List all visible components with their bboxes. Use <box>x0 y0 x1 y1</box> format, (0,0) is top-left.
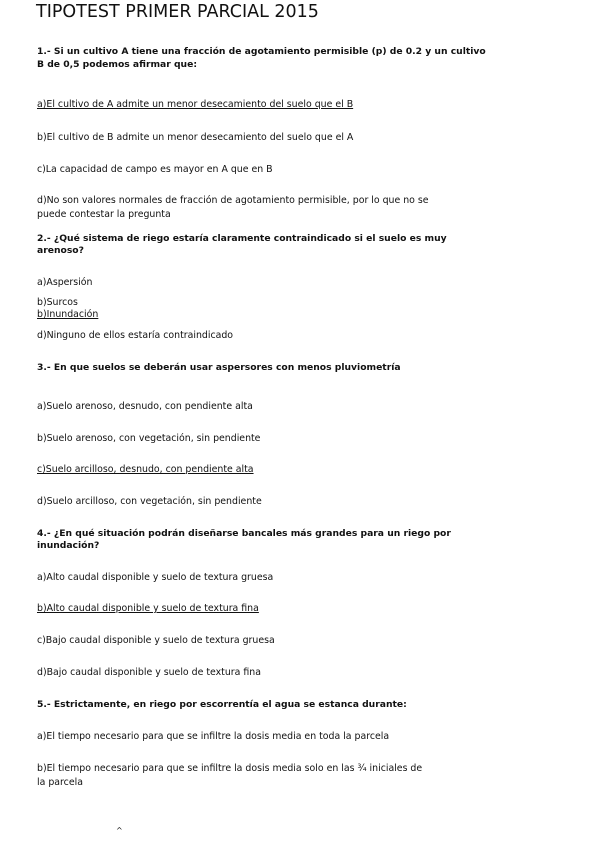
page-title: TIPOTEST PRIMER PARCIAL 2015 <box>36 2 319 22</box>
question-2-text: arenoso? <box>37 245 84 256</box>
answer-option: la parcela <box>37 777 83 788</box>
answer-option: d)Suelo arcilloso, con vegetación, sin pendiente <box>37 496 262 507</box>
answer-option: c)Suelo arcilloso, desnudo, con pendiente alta <box>37 464 254 475</box>
answer-option: a)Suelo arenoso, desnudo, con pendiente alta <box>37 401 253 412</box>
answer-option: d)No son valores normales de fracción de agotamiento permisible, por lo que no se <box>37 195 429 206</box>
answer-option: b)El tiempo necesario para que se infiltre la dosis media solo en las ¾ iniciales de <box>37 763 423 774</box>
question-5-text: 5.- Estrictamente, en riego por escorrentía el agua se estanca durante: <box>37 699 407 710</box>
answer-option: a)Aspersión <box>37 277 93 288</box>
question-1-text: 1.- Si un cultivo A tiene una fracción de agotamiento permisible (p) de 0.2 y un cultivo <box>37 46 486 57</box>
question-4-text: 4.- ¿En qué situación podrán diseñarse bancales más grandes para un riego por <box>37 528 451 539</box>
answer-option: b)Alto caudal disponible y suelo de textura fina <box>37 603 259 614</box>
answer-option: d)Ninguno de ellos estaría contraindicado <box>37 330 234 341</box>
answer-option: b)Inundación <box>37 309 99 320</box>
footer-mark: ^ <box>116 826 123 835</box>
answer-option: b)Suelo arenoso, con vegetación, sin pendiente <box>37 433 261 444</box>
answer-option: a)El tiempo necesario para que se infiltre la dosis media en toda la parcela <box>37 731 390 742</box>
answer-option: puede contestar la pregunta <box>37 209 171 220</box>
answer-option: a)El cultivo de A admite un menor desecamiento del suelo que el B <box>37 99 354 110</box>
answer-option: a)Alto caudal disponible y suelo de textura gruesa <box>37 572 274 583</box>
answer-option: b)Surcos <box>37 297 78 308</box>
question-3-text: 3.- En que suelos se deberán usar aspersores con menos pluviometría <box>37 362 401 373</box>
answer-option: d)Bajo caudal disponible y suelo de textura fina <box>37 667 261 678</box>
question-4-text: inundación? <box>37 540 100 551</box>
answer-option: c)La capacidad de campo es mayor en A que en B <box>37 164 273 175</box>
answer-option: b)El cultivo de B admite un menor desecamiento del suelo que el A <box>37 132 354 143</box>
question-2-text: 2.- ¿Qué sistema de riego estaría claramente contraindicado si el suelo es muy <box>37 233 447 244</box>
answer-option: c)Bajo caudal disponible y suelo de textura gruesa <box>37 635 275 646</box>
question-1-text: B de 0,5 podemos afirmar que: <box>37 59 197 70</box>
